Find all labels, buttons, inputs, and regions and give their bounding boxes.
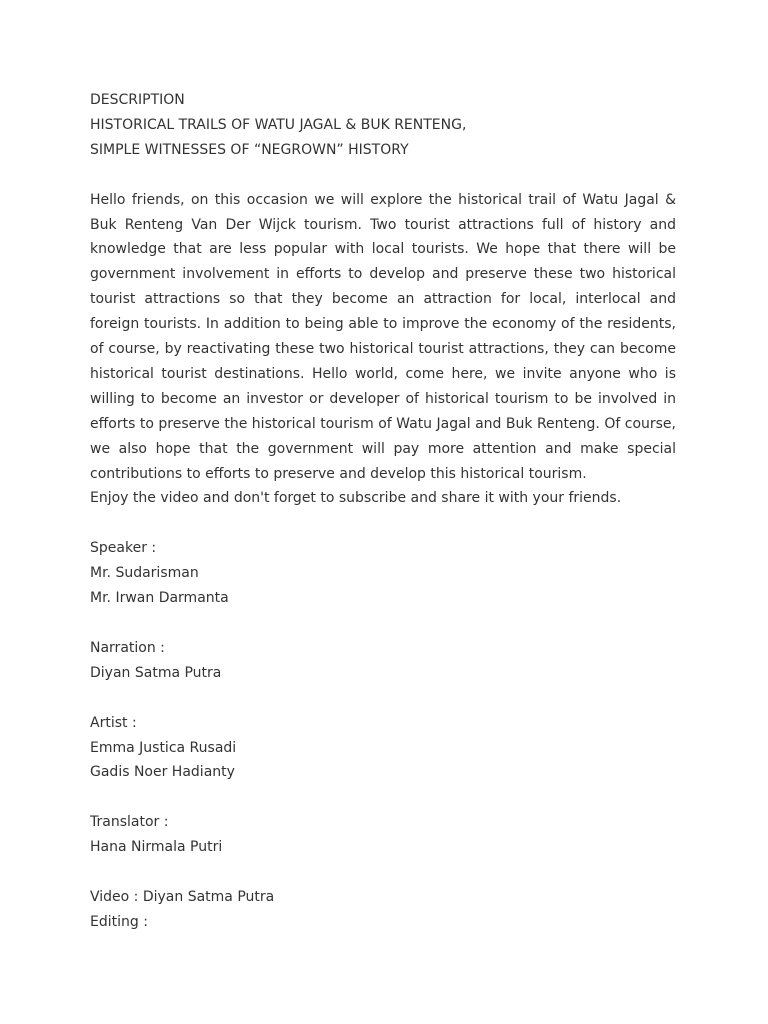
translator-name: Hana Nirmala Putri	[90, 839, 223, 856]
artist-label: Artist :	[90, 714, 137, 731]
description-label: DESCRIPTION	[90, 92, 185, 108]
intro-paragraph: Hello friends, on this occasion we will explore the historical trail of Watu Jagal & Buk Renteng Van Der Wijck tourism. Two tourist attractions full of history and knowledge that are less popular with local tourists. We hope that there will be government involvement in efforts to develop and preserve these two historical tourist attractions so that they become an attraction for local, interlocal and foreign tourists. In addition to being able to improve the economy of the residents, of course, by reactivating these two historical tourist attractions, they can become historical tourist destinations. Hello world, come here, we invite anyone who is willing to become an investor or developer of historical tourism to be involved in efforts to preserve the historical tourism of Watu Jagal and Buk Renteng. Of course, we also hope that the government will pay more attention and make special contributions to efforts to preserve and develop this historical tourism.	[90, 191, 676, 482]
artist-name: Gadis Noer Hadianty	[90, 764, 235, 781]
spacer	[90, 686, 676, 711]
document-title-line-1: HISTORICAL TRAILS OF WATU JAGAL & BUK RENTENG,	[90, 116, 467, 133]
narrator-name: Diyan Satma Putra	[90, 664, 222, 681]
spacer	[90, 785, 676, 810]
document-page	[90, 88, 676, 935]
spacer	[90, 511, 676, 536]
narration-label: Narration :	[90, 639, 165, 656]
translator-label: Translator :	[90, 814, 169, 831]
spacer	[90, 860, 676, 885]
speaker-name: Mr. Irwan Darmanta	[90, 590, 229, 607]
speaker-label: Speaker :	[90, 540, 157, 557]
spacer	[90, 611, 676, 636]
video-credit: Video : Diyan Satma Putra	[90, 888, 275, 905]
document-title-line-2: SIMPLE WITNESSES OF “NEGROWN” HISTORY	[90, 141, 409, 158]
closing-line: Enjoy the video and don't forget to subscribe and share it with your friends.	[90, 490, 622, 507]
artist-name: Emma Justica Rusadi	[90, 739, 237, 756]
editing-label: Editing :	[90, 913, 148, 930]
spacer	[90, 163, 676, 188]
speaker-name: Mr. Sudarisman	[90, 565, 199, 582]
